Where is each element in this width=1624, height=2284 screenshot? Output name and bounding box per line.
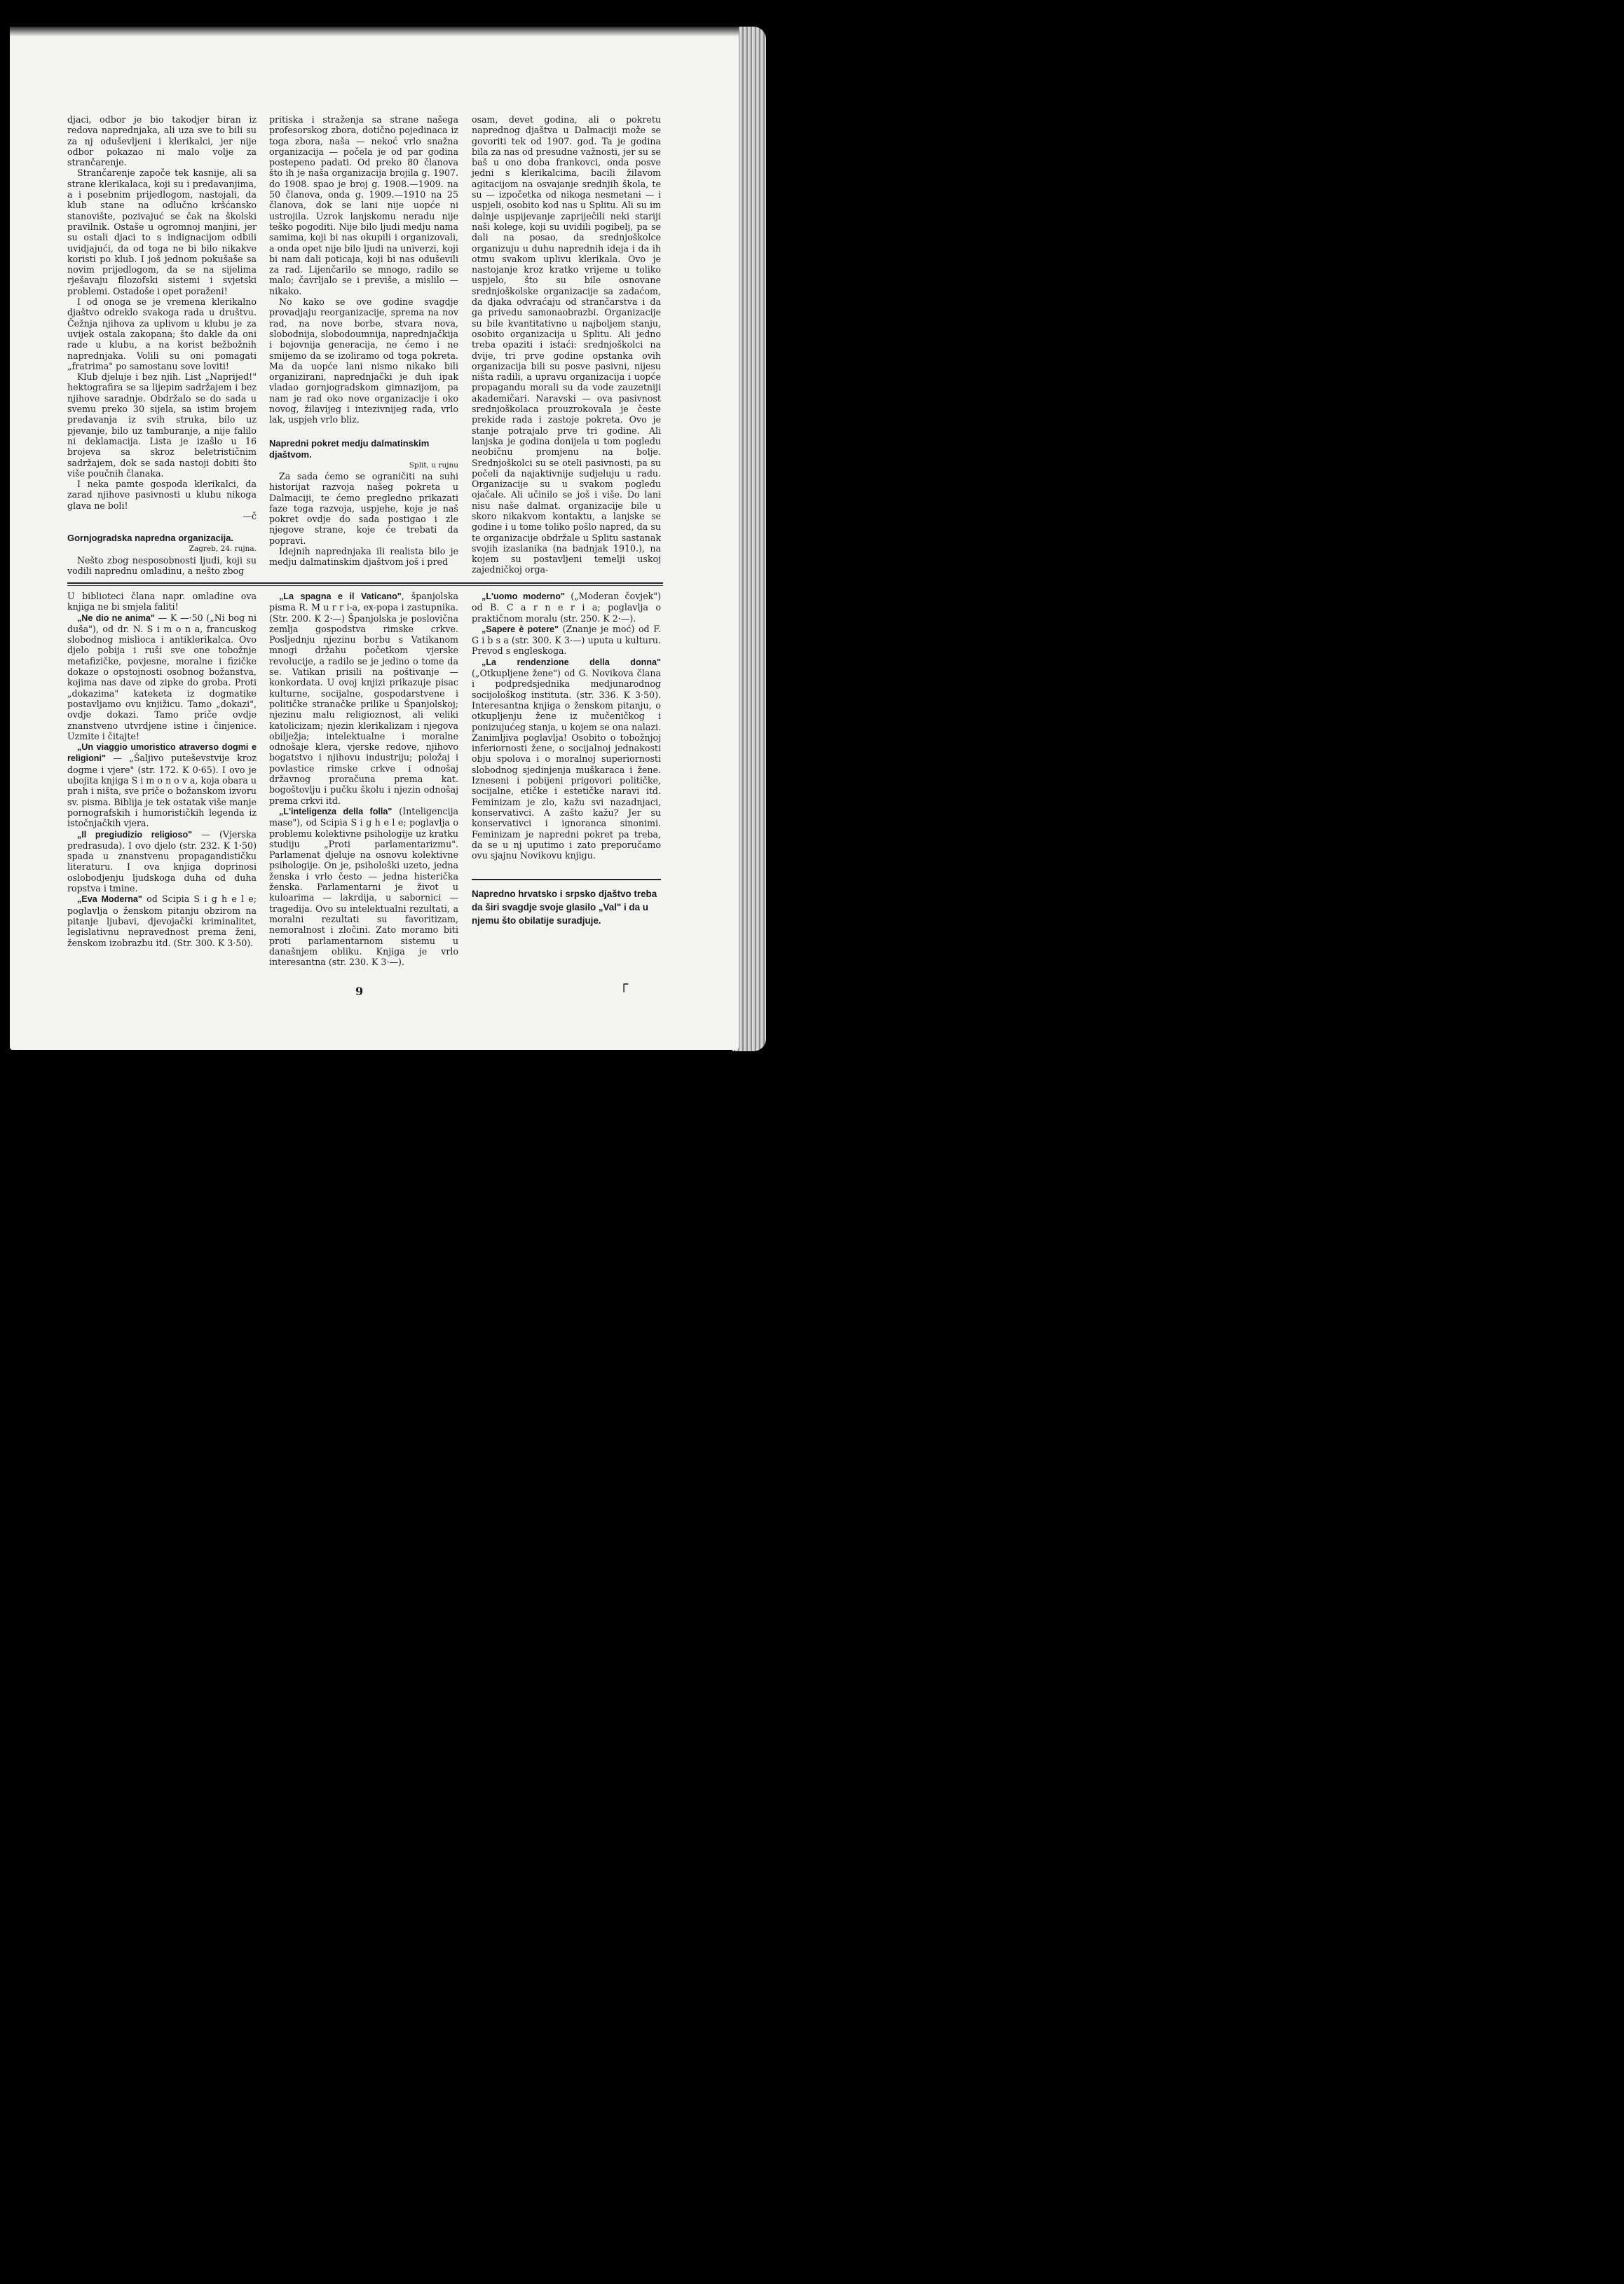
book-entry: [472, 624, 661, 657]
paragraph: osam, devet godina, ali o pokretu naprednog djaštva u Dalmaciji može se govoriti tek od 1907. god. Ta je godina bila za nas od presudne važnosti, jer su se baš u ono doba frankovci, onda posve jedni s klerikalcima, bacili žilavom agitacijom na osvajanje srednjih škola, te su — izpočetka od nikoga nesmetani — i uspjeli, osobito kod nas u Splitu. Ali su im dalnje uspijevanje zapriječili neki stariji naši kolege, koji su uvidili pogibelj, pa se dali na posao, da srednjoškolce organizuju u duhu naprednih ideja i da ih otmu svakom uplivu klerikala. Ovo je nastojanje kroz kratko vrijeme u toliko uspjelo, što su bile osnovane srednjoškolske organizacije sa zadaćom, da djaka odvraćaju od strančarstva i da ga privedu samonaobrazbi. Organizacije su bile kvantitativno u najboljem stanju, osobito organizacija u Splitu. Ali jedno treba opaziti i istaći: srednjoškolci na dvije, tri prve godine opstanka ovih organizacija bili su posve pasivni, nijesu ništa radili, a upravu organizacija i uopće propagandu morali su da vode zauzetniji akademičari. Naravski — ova pasivnost srednjoškolaca prouzrokovala je česte prekide rada i zastoje pokreta. Ovo je stanje potrajalo prve tri godine. Ali lanjska je godina donijela u tom pogledu neobičnu promjenu na bolje. Srednjoškolci su se oteli pasivnosti, pa su počeli da najaktivnije sudjeluju u radu. Organizacije su u svakom pogledu ojačale. Ali učinilo se još i više. Do lani nisu naše dalmat. organizacije bile u skoro nikakvom kontaktu, a lanjske se godine i u tome toliko pošlo napred, da su te organizacije obdržale u Splitu sastanak svojih izaslanika (na badnjak 1910.), na kojem su postavljeni temelji uskoj zajedničkoj orga-: [472, 114, 661, 575]
paragraph: djaci, odbor je bio takodjer biran iz redova naprednjaka, ali uza sve to bili su za nj oduševljeni i klerikalci, jer nije odbor pokazao ni malo volje za strančarenje.: [67, 114, 257, 168]
book-title: „Sapere è potere": [482, 624, 559, 634]
book-title: „Ne dio ne anima": [77, 613, 155, 623]
book-entry: [269, 806, 458, 967]
book-title: „Eva Moderna": [77, 894, 142, 905]
book-entry: [67, 613, 257, 742]
book-entry: [472, 657, 661, 861]
book-description: (Znanje je moć) od F. G i b s a (str. 300. K 3·—) uputa u kulturu. Prevod s engleskoga.: [472, 623, 661, 657]
intro-text: U biblioteci člana napr. omladine ova knjiga ne bi smjela faliti!: [67, 591, 257, 613]
column-1: [67, 114, 257, 576]
book-description: („Moderan čovjek") od B. C a r n e r i a; poglavlja o praktičnom moralu (str. 250. K 2·—).: [472, 591, 661, 624]
page-shadow: [10, 27, 739, 36]
book-title: „Un viaggio umoristico atraverso dogmi e religioni": [67, 742, 257, 764]
book-list-column-3: [472, 591, 661, 927]
book-list-column-1: [67, 591, 257, 948]
book-entry: [67, 894, 257, 948]
notice-box: Napredno hrvatsko i srpsko djaštvo treba da širi svagdje svoje glasilo „Val" i da u njemu što obilatije suradjuje.: [472, 879, 661, 927]
book-entry: [269, 591, 458, 806]
book-title: „La rendenzione della donna": [482, 657, 661, 667]
paragraph: I od onoga se je vremena klerikalno djaštvo odreklo svakoga rada u društvu. Čežnja njihova za uplivom u klubu je za uvijek ostala zakopana; što dakle da oni rade u klubu, a na korist bežbožnih naprednjaka. Volili su oni pomagati „fratrima" po samostanu sove loviti!: [67, 296, 257, 371]
paragraph: Klub djeluje i bez njih. List „Naprijed!" hektografira se sa lijepim sadržajem i bez njihove saradnje. Obdržalo se do sada u svemu preko 30 sijela, sa istim brojem predavanja iz svih struka, bilo uz pjevanje, bilo uz tamburanje, a nije falilo ni deklamacija. Lista je izašlo u 16 brojeva sa skroz beletrističnim sadržajem, dok se sada nastoji dobiti što više poučnih članaka.: [67, 371, 257, 479]
book-title: „L'uomo moderno": [482, 591, 565, 601]
book-description: — K —·50 („Ni bog ni duša"), od dr. N. S i m o n a, francuskog slobodnog mislioca i antiklerikalca. Ovo djelo pobija i ruši sve one tobožnje metafizičke, povjesne, moralne i fizičke dokaze o opstojnosti osobnog božanstva, kojima nas dave od zipke do groba. Proti „dokazima" kateketa iz dogmatike postavljamo ovu knjižicu. Tamo „dokazi", ovdje dokazi. Tamo priče ovdje znanstveno utvrdjene istine i činjenice. Uzmite i čitajte!: [67, 612, 257, 741]
paragraph: Za sada ćemo se ograničiti na suhi historijat razvoja našeg pokreta u Dalmaciji, te ćemo pregledno prikazati faze toga razvoja, uspjehe, koje je naš pokret ovdje do sada postigao i zle njegove strane, koje će trebati da popravi.: [269, 470, 458, 546]
book-title: „Il pregiudizio religioso": [77, 829, 193, 840]
pencil-mark: ┌: [620, 976, 629, 992]
column-3: [472, 114, 661, 575]
paragraph: Idejnih naprednjaka ili realista bilo je medju dalmatinskim djaštvom još i pred: [269, 545, 458, 568]
paragraph: Strančarenje započe tek kasnije, ali sa strane klerikalaca, koji su i predavanjima, a i posebnim prijedlogom, nastojali, da klub stane na odlučno kršćansko stanovište, pozivajuć se čak na školski pravilnik. Ostaše u ogromnoj manjini, jer su ostali djaci to s indignacijom odbili uvidjajući, da od toga ne bi bilo nikakve koristi po klub. I još jednom pokušaše sa novim prijedlogom, da se na sijelima rješavaju filozofski sistemi i svjetski problemi. Ostadoše i opet poraženi!: [67, 167, 257, 296]
book-list-column-2: [269, 591, 458, 967]
article-heading: Napredni pokret medju dalmatinskim djaštvom.: [269, 437, 430, 460]
book-description: („Otkupljene žene") od G. Novikova člana i podpredsjednika medjunarodnog socijološkog instituta. (str. 336. K 3·50). Interesantna knjiga o ženskom pitanju, o otkupljenju žene iz mučeničkog i ponizujućeg stanja, u kojem se ona nalazi. Zanimljiva poglavlja! Osobito o tobožnjoj inferiornosti žene, o socijalnoj jednakosti obju spolova i o moralnoj superiornosti slobodnog sjedinjenja muškaraca i žene. Izneseni i pobijeni prigovori političke, socijalne, etičke i estetičke naravi itd. Feminizam je zlo, kažu svi nazadnjaci, konservativci. A zašto kažu? Jer su konservativci i ignoranca sinonimi. Feminizam je napredni pokret pa treba, da se u nj uputimo i zato preporučamo ovu sjajnu Novikovu knjigu.: [472, 668, 661, 861]
paragraph: pritiska i straženja sa strane našega profesorskog zbora, dotično pojedinaca iz toga zbora, naša — nekoć vrlo snažna organizacija — počela je od par godina postepeno padati. Od preko 80 članova što ih je naša organizacija brojila g. 1907. do 1908. spao je broj g. 1908.—1909. na 50 članova, onda g. 1909.—1910 na 25 članova, dok se lani nije uopće ni ustrojila. Uzrok lanjskomu neradu nije teško pogoditi. Nije bilo ljudi medju nama samima, koji bi nas okupili i organizovali, a onda opet nije bilo ljudi na univerzi, koji bi nam dali poticaja, koji bi nas oduševili za rad. Lijenčarilo se mnogo, radilo se malo; čavrljalo se i previše, a mislilo — nikako.: [269, 114, 458, 296]
book-title: „L'inteligenza della folla": [279, 806, 393, 816]
book-description: , španjolska pisma R. M u r r i-a, ex-popa i zastupnika. (Str. 200. K 2·—) Španjolska je poslovična zemlja gospodstva rimske crkve. Posljednju njezinu borbu s Vatikanom mnogi držahu početkom vjerske revolucije, a radilo se je jedino o tome da se. Vatikan prisili na poštivanje — konkordata. U ovoj knjizi prikazuje pisac kulturne, socijalne, gospodarstvene i političke stranačke prilike u Španjolskoj; njezinu malu religioznost, ali veliki katolicizam; njezin klerikalizam i njegova obilježja; intelektualne i moralne odnošaje klera, vjerske redove, njihovo bogatstvo i njihovu industriju; položaj i povlastice rimske crkve i odnošaj državnog proračuna prema kat. bogoštovlju i pučku školu i njezin odnošaj prema crkvi itd.: [269, 591, 458, 806]
book-description: — „Šaljivo puteševstvije kroz dogme i vjere" (str. 172. K 0·65). I ovo je ubojita knjiga S i m o n o v a, koja obara u prah i ništa, sve priče o božanskom izvoru sv. pisma. Biblija je tek ostatak više manje pornografskih i humorističkih legenda iz istočnjačkih vjera.: [67, 753, 257, 829]
book-entry: [472, 591, 661, 624]
book-entry: [67, 829, 257, 894]
column-2: [269, 114, 458, 568]
signature: —č: [243, 510, 257, 521]
book-description: od Scipia S i g h e l e; poglavlja o ženskom pitanju obzirom na pitanje ljubavi, djevojački kriminalitet, legislativnu nepravednost prema ženi, ženskom izobrazbu itd. (Str. 300. K 3·50).: [67, 894, 257, 948]
book-description: (Inteligencija mase"), od Scipia S i g h e l e; poglavlja o problemu kolektivne psihologije uz kratku studiju „Proti parlamentarizmu". Parlamenat djeluje na osnovu kolektivne psihologije. On je, psihološki uzeto, jedna ženska i vrlo često — jedna histerička ženska. Parlamentarni je život u kuloarima — lakrdija, u sabornici — tragedija. Ovo su intelektualni rezultati, a moralni rezultati su favoritizam, nemoralnost i zločini. Zato moramo biti proti parlamentarnom sistemu u današnjem obliku. Knjiga je vrlo interesantna (str. 230. K 3·—).: [269, 805, 458, 968]
book-description: — (Vjerska predrasuda). I ovo djelo (str. 232. K 1·50) spada u znanstvenu propagandističku literaturu. I ova knjiga doprinosi oslobodjenju ljudskoga duha od duha ropstva i tmine.: [67, 828, 257, 894]
dateline: Zagreb, 24. rujna.: [189, 545, 257, 554]
page-number: 9: [355, 985, 364, 998]
dateline: Split, u rujnu: [409, 460, 458, 470]
book-title: „La spagna e il Vaticano": [279, 591, 402, 601]
article-heading: Gornjogradska napredna organizacija.: [67, 533, 233, 544]
book-entry: [67, 741, 257, 828]
paragraph: Nešto zbog nesposobnosti ljudi, koji su vodili naprednu omladinu, a nešto zbog: [67, 554, 257, 576]
paragraph: No kako se ove godine svagdje provadjaju reorganizacije, sprema na nov rad, na nove borbe, stvara nova, slobodnija, slobodoumnija, naprednjačkija i bojovnija generacija, ne ćemo i ne smijemo da se izoliramo od toga pokreta. Ma da uopće lani nismo nikako bili organizirani, naprednjački je duh ipak vladao gornjogradskom gimnazijom, pa nam je rad oko nove organizacije i oko novog, žilavijeg i intezivnijeg rada, vrlo lak, uspjeh vrlo bliz.: [269, 296, 458, 425]
section-divider: [67, 582, 663, 586]
paragraph: I neka pamte gospoda klerikalci, da zarad njihove pasivnosti u klubu nikoga glava ne boli!: [67, 479, 257, 511]
